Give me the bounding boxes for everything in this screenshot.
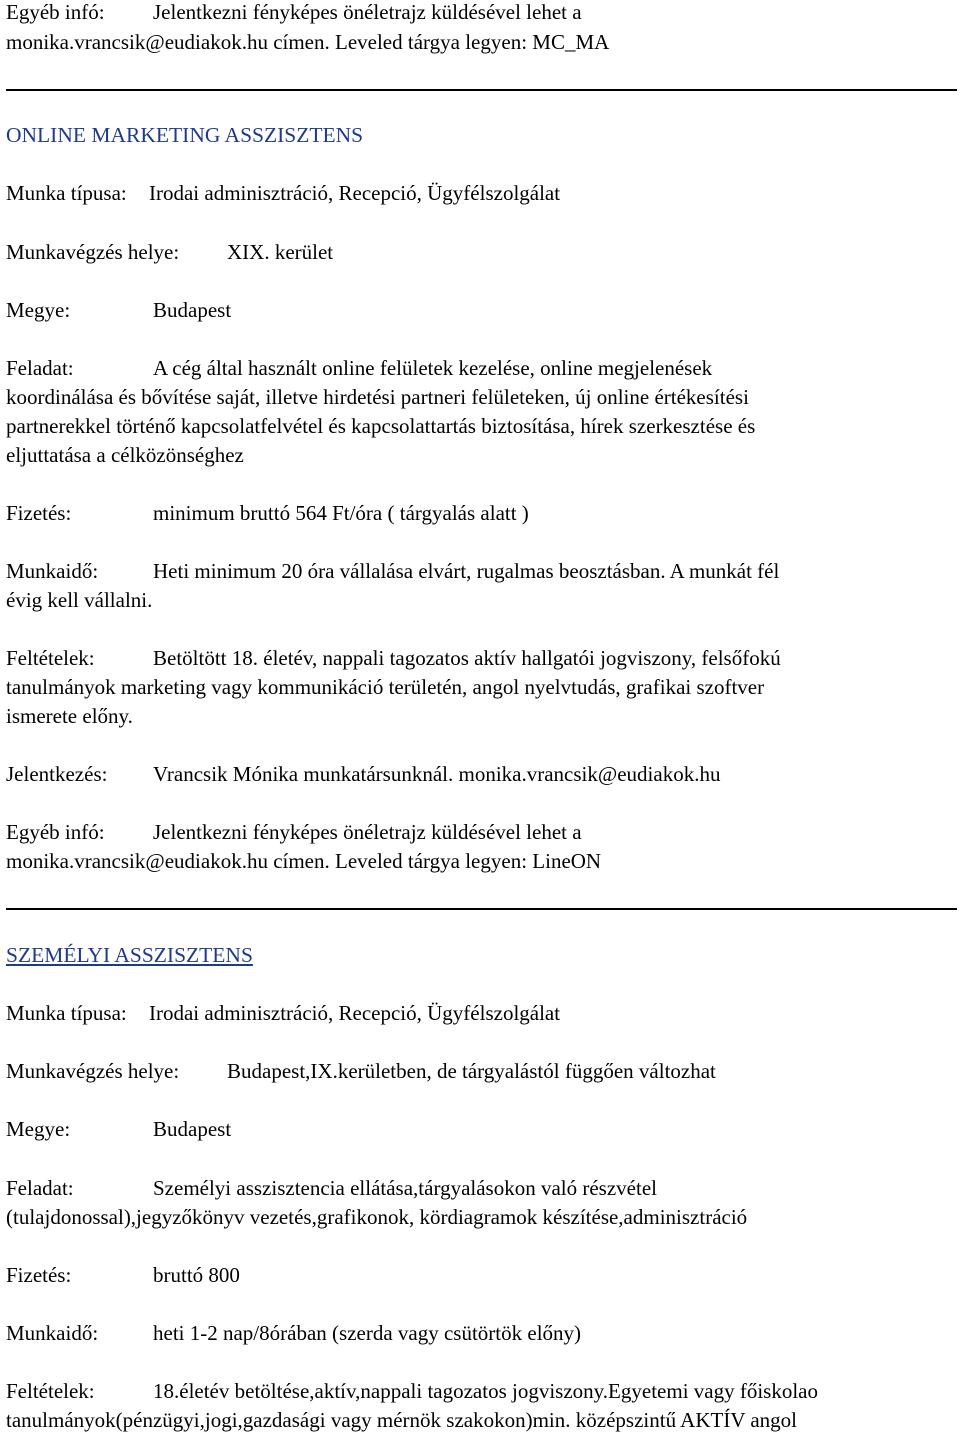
- field-label: Egyéb infó:: [6, 0, 105, 24]
- field-value: Betöltött 18. életév, nappali tagozatos aktív hallgatói jogviszony, felsőfokú: [153, 646, 781, 670]
- field-label: Munkaidő:: [6, 559, 99, 583]
- field-label: Feltételek:: [6, 646, 95, 670]
- field-label: Egyéb infó:: [6, 820, 105, 844]
- job-conditions-line: tanulmányok(pénzügyi,jogi,gazdasági vagy mérnök szakokon)min. középszintű AKTÍV angol: [6, 1408, 798, 1432]
- job-other-info-line: monika.vrancsik@eudiakok.hu címen. Leveled tárgya legyen: LineON: [6, 849, 602, 873]
- field-label: Munkavégzés helye:: [6, 240, 180, 264]
- job-hours-line: évig kell vállalni.: [6, 588, 153, 612]
- job-hours-row: [6, 1321, 582, 1345]
- field-value: Budapest: [153, 298, 232, 322]
- job-task-row: [6, 1176, 657, 1200]
- field-label: Munkavégzés helye:: [6, 1059, 180, 1083]
- job-task-line: koordinálása és bővítése saját, illetve hirdetési partneri felületeken, új online értékesítési: [6, 385, 749, 409]
- field-value: bruttó 800: [153, 1263, 240, 1287]
- job-hours-row: [6, 559, 780, 583]
- field-value: Heti minimum 20 óra vállalása elvárt, rugalmas beosztásban. A munkát fél: [153, 559, 780, 583]
- job-conditions-row: [6, 1379, 819, 1403]
- field-value: Jelentkezni fényképes önéletrajz küldésével lehet a: [153, 820, 582, 844]
- top-other-info-line2: monika.vrancsik@eudiakok.hu címen. Leveled tárgya legyen: MC_MA: [6, 30, 610, 54]
- job-task-line: eljuttatása a célközönséghez: [6, 443, 244, 467]
- separator-line: [6, 908, 957, 910]
- field-label: Megye:: [6, 298, 71, 322]
- job-title: ONLINE MARKETING ASSZISZTENS: [6, 123, 364, 147]
- field-label: Feladat:: [6, 1176, 74, 1200]
- field-value: Vrancsik Mónika munkatársunknál. monika.vrancsik@eudiakok.hu: [153, 762, 721, 786]
- job-place-row: [6, 240, 334, 264]
- job-conditions-line: ismerete előny.: [6, 704, 133, 728]
- field-label: Feltételek:: [6, 1379, 95, 1403]
- job-conditions-line: tanulmányok marketing vagy kommunikáció területén, angol nyelvtudás, grafikai szoftver: [6, 675, 765, 699]
- field-label: Fizetés:: [6, 1263, 72, 1287]
- field-value: 18.életév betöltése,aktív,nappali tagozatos jogviszony.Egyetemi vagy főiskolao: [153, 1379, 819, 1403]
- field-value: minimum bruttó 564 Ft/óra ( tárgyalás alatt ): [153, 501, 529, 525]
- job-county-row: [6, 298, 232, 322]
- field-label: Megye:: [6, 1117, 71, 1141]
- job-pay-row: [6, 501, 529, 525]
- field-value: Személyi asszisztencia ellátása,tárgyalásokon való részvétel: [153, 1176, 657, 1200]
- top-other-info-line1: [6, 0, 582, 24]
- field-value: XIX. kerület: [227, 240, 334, 264]
- job-pay-row: [6, 1263, 240, 1287]
- field-label: Fizetés:: [6, 501, 72, 525]
- job-title: SZEMÉLYI ASSZISZTENS: [6, 943, 253, 967]
- field-label: Munka típusa:: [6, 1001, 127, 1025]
- job-task-line: (tulajdonossal),jegyzőkönyv vezetés,grafikonok, kördiagramok készítése,adminisztráció: [6, 1205, 748, 1229]
- field-value: Irodai adminisztráció, Recepció, Ügyfélszolgálat: [149, 1001, 561, 1025]
- job-task-row: [6, 356, 713, 380]
- field-value: heti 1-2 nap/8órában (szerda vagy csütörtök előny): [153, 1321, 582, 1345]
- field-label: Munka típusa:: [6, 181, 127, 205]
- job-type-row: [6, 1001, 561, 1025]
- job-place-row: [6, 1059, 716, 1083]
- job-other-info-row: [6, 820, 582, 844]
- field-value: Budapest: [153, 1117, 232, 1141]
- field-label: Feladat:: [6, 356, 74, 380]
- field-value: A cég által használt online felületek kezelése, online megjelenések: [153, 356, 713, 380]
- field-value: Budapest,IX.kerületben, de tárgyalástól függően változhat: [227, 1059, 716, 1083]
- job-county-row: [6, 1117, 232, 1141]
- field-value: Irodai adminisztráció, Recepció, Ügyfélszolgálat: [149, 181, 561, 205]
- job-type-row: [6, 181, 561, 205]
- field-label: Jelentkezés:: [6, 762, 108, 786]
- job-task-line: partnerekkel történő kapcsolatfelvétel és kapcsolattartás biztosítása, hírek szerkesztése és: [6, 414, 756, 438]
- job-conditions-row: [6, 646, 781, 670]
- field-value: Jelentkezni fényképes önéletrajz küldésével lehet a: [153, 0, 582, 24]
- field-label: Munkaidő:: [6, 1321, 99, 1345]
- separator-line: [6, 89, 957, 91]
- job-apply-row: [6, 762, 721, 786]
